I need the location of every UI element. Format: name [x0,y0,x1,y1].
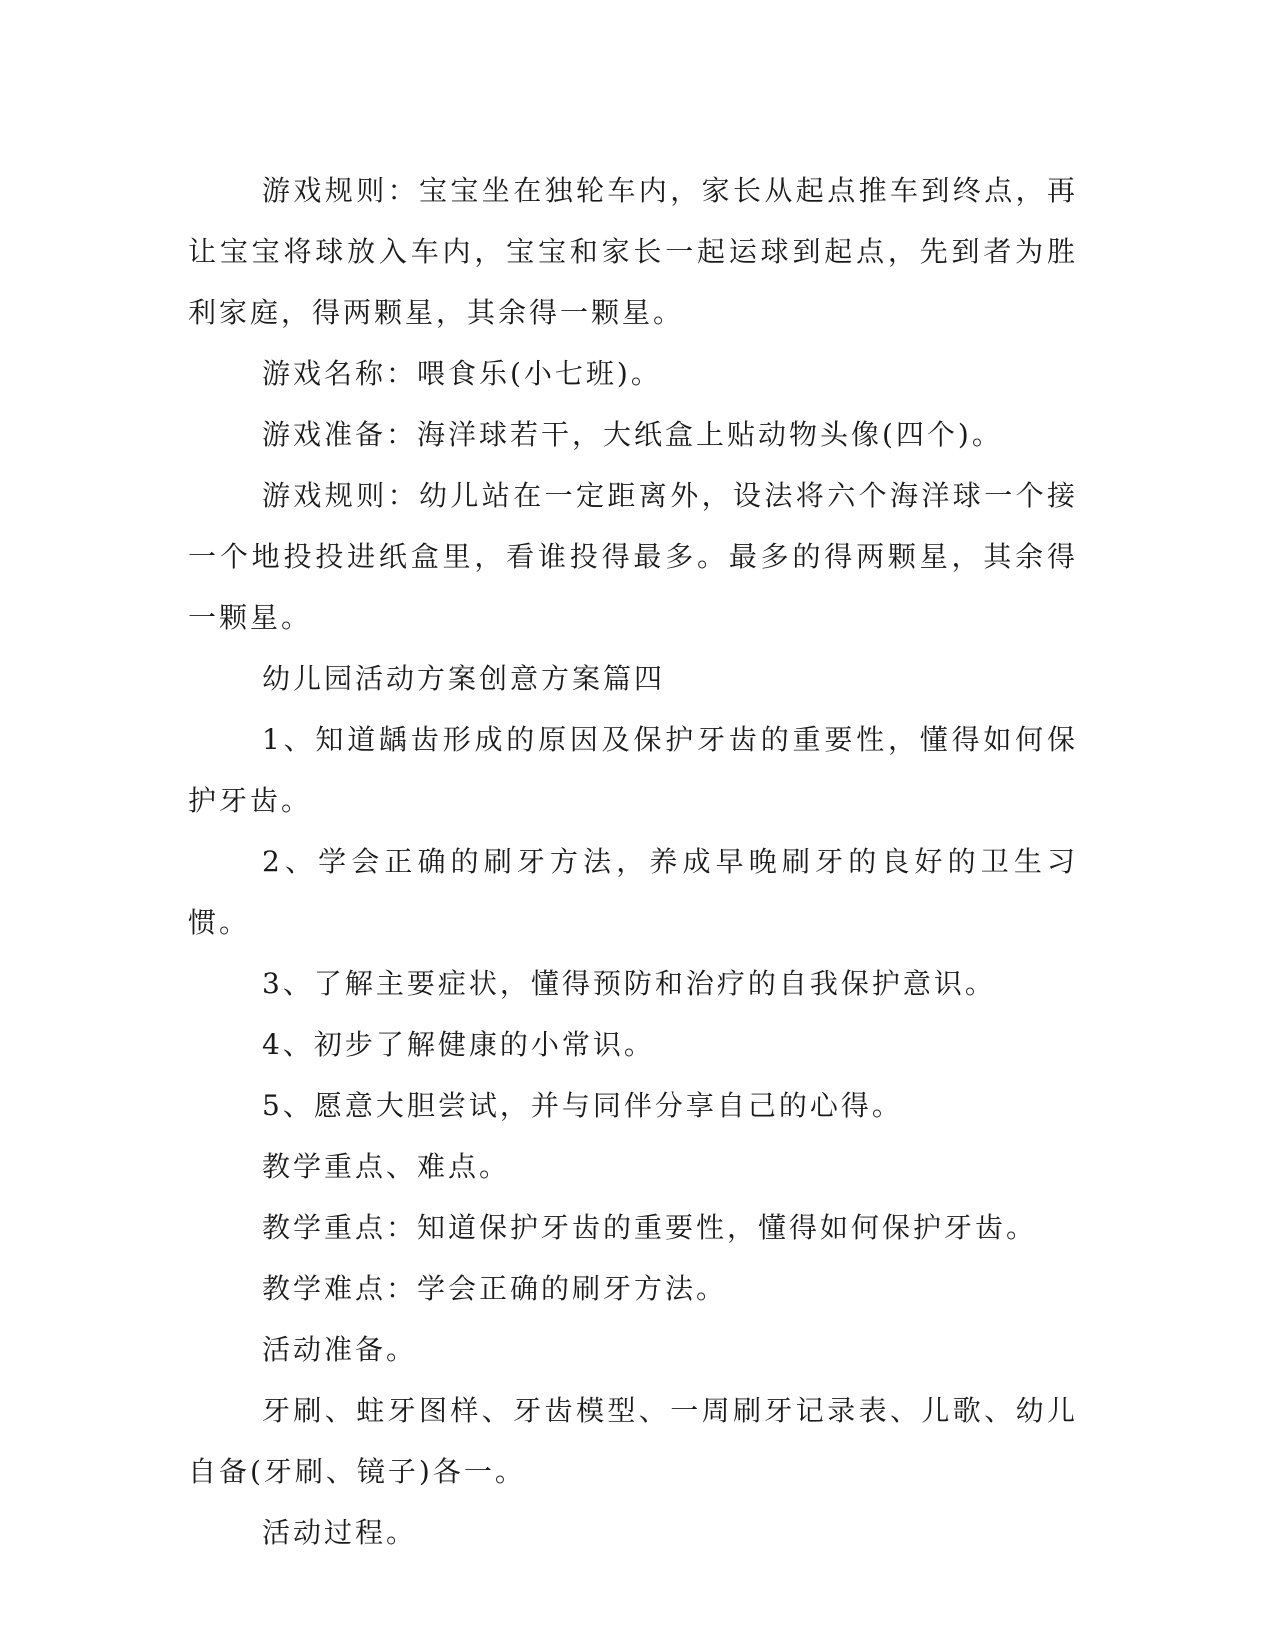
document-body [188,160,1078,1563]
teaching-key-point: 教学重点：知道保护牙齿的重要性，懂得如何保护牙齿。 [262,1211,1038,1244]
goal-item-2: 2、学会正确的刷牙方法，养成早晚刷牙的良好的卫生习惯。 [188,845,1078,939]
paragraph-game-name: 游戏名称：喂食乐(小七班)。 [262,357,662,390]
paragraph-game-preparation: 游戏准备：海洋球若干，大纸盒上贴动物头像(四个)。 [262,418,1003,451]
paragraph-game-rules-wheelbarrow: 游戏规则：宝宝坐在独轮车内，家长从起点推车到终点，再让宝宝将球放入车内，宝宝和家长一起运球到起点，先到者为胜利家庭，得两颗星，其余得一颗星。 [188,174,1078,329]
teaching-difficulty: 教学难点：学会正确的刷牙方法。 [262,1272,728,1305]
goal-item-1: 1、知道龋齿形成的原因及保护牙齿的重要性，懂得如何保护牙齿。 [188,723,1078,817]
activity-process-heading: 活动过程。 [262,1516,418,1549]
section-heading: 幼儿园活动方案创意方案篇四 [262,662,666,695]
goal-item-4: 4、初步了解健康的小常识。 [262,1028,655,1061]
goal-item-3: 3、了解主要症状，懂得预防和治疗的自我保护意识。 [262,967,996,1000]
activity-materials: 牙刷、蛀牙图样、牙齿模型、一周刷牙记录表、儿歌、幼儿自备(牙刷、镜子)各一。 [188,1394,1078,1488]
goal-item-5: 5、愿意大胆尝试，并与同伴分享自己的心得。 [262,1089,903,1122]
teaching-focus-heading: 教学重点、难点。 [262,1150,511,1183]
activity-preparation-heading: 活动准备。 [262,1333,418,1366]
paragraph-game-rules-throwing: 游戏规则：幼儿站在一定距离外，设法将六个海洋球一个接一个地投投进纸盒里，看谁投得最多。最多的得两颗星，其余得一颗星。 [188,479,1078,634]
